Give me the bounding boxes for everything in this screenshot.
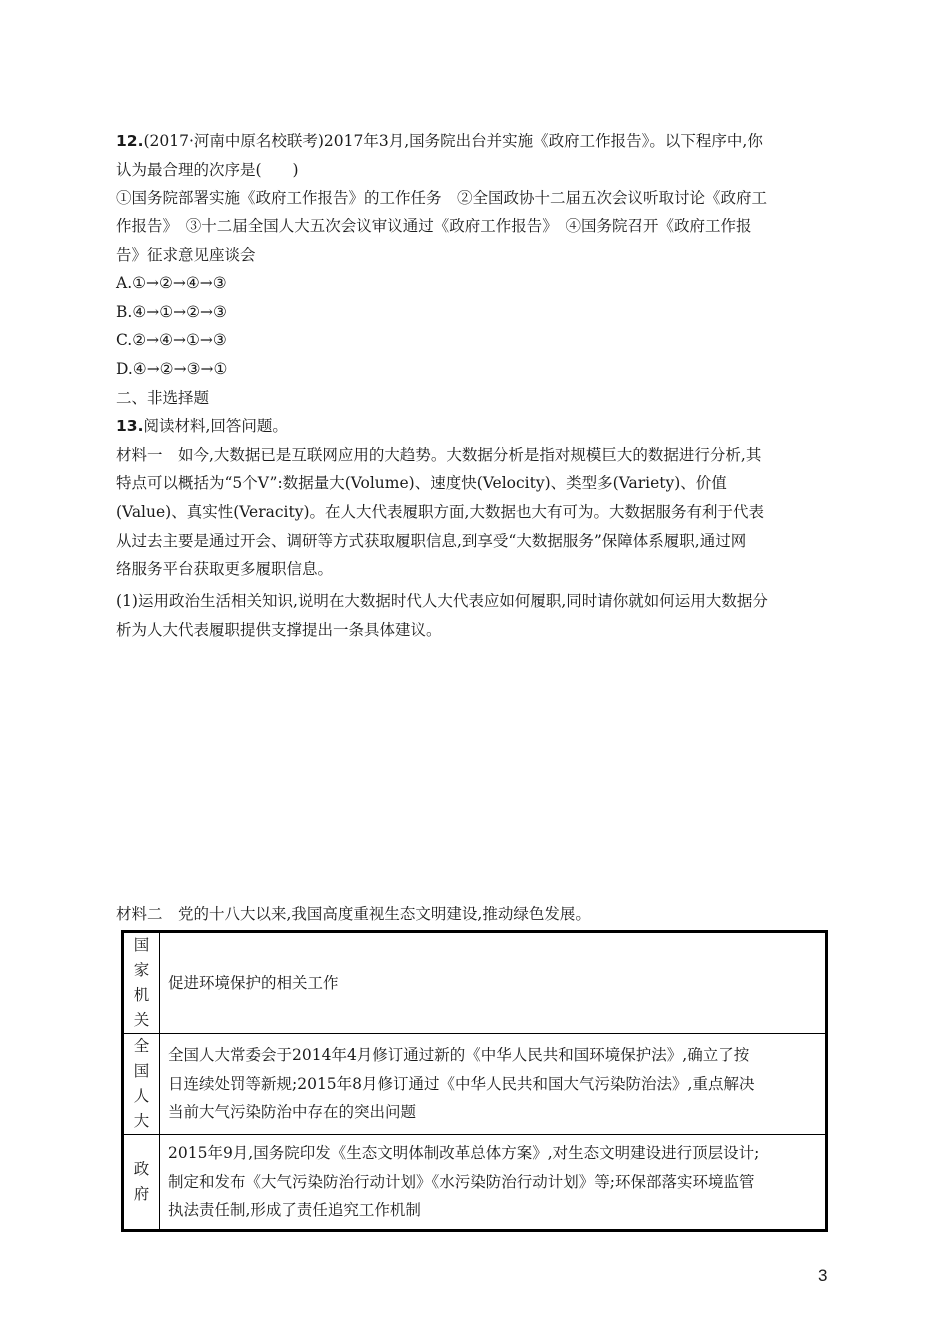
table-row xyxy=(123,1034,827,1135)
question-12-line-5: 告》征求意见座谈会 xyxy=(116,246,256,264)
table-row xyxy=(123,1135,827,1231)
table-cell-line: 执法责任制,形成了责任追究工作机制 xyxy=(168,1201,421,1219)
material-1-line-4: 从过去主要是通过开会、调研等方式获取履职信息,到享受“大数据服务”保障体系履职,通过网 xyxy=(116,532,747,550)
page-number: 3 xyxy=(818,1266,828,1285)
question-12-line-3: ①国务院部署实施《政府工作报告》的工作任务 ②全国政协十二届五次会议听取讨论《政府工 xyxy=(116,189,768,207)
table-cell-line: 全国人大常委会于2014年4月修订通过新的《中华人民共和国环境保护法》,确立了按 xyxy=(168,1046,750,1065)
table-cell-line: 2015年9月,国务院印发《生态文明体制改革总体方案》,对生态文明建设进行顶层设计; xyxy=(168,1144,760,1162)
material-1-line-2: 特点可以概括为“5个V”:数据量大(Volume)、速度快(Velocity)、类型多(Variety)、价值 xyxy=(116,474,727,492)
question-13-intro: 13.阅读材料,回答问题。 xyxy=(116,417,288,435)
question-12-number: 12. xyxy=(116,132,144,150)
option-a: A.①→②→④→③ xyxy=(116,274,227,292)
table-header-work: 促进环境保护的相关工作 xyxy=(160,932,827,1034)
question-12-line-1: 12.(2017·河南中原名校联考)2017年3月,国务院出台并实施《政府工作报告》。以下程序中,你 xyxy=(116,132,763,150)
table-cell-work xyxy=(160,1135,827,1231)
material-1-line-3: (Value)、真实性(Veracity)。在人大代表履职方面,大数据也大有可为。大数据服务有利于代表 xyxy=(116,503,764,521)
material-1-line-1: 材料一 如今,大数据已是互联网应用的大趋势。大数据分析是指对规模巨大的数据进行分析,其 xyxy=(116,446,762,464)
table-cell-line: 日连续处罚等新规;2015年8月修订通过《中华人民共和国大气污染防治法》,重点解决 xyxy=(168,1074,755,1093)
question-13-number: 13. xyxy=(116,417,144,435)
table-cell-organ: 全国人大 xyxy=(123,1034,160,1135)
option-b: B.④→①→②→③ xyxy=(116,303,227,321)
question-12-line-4: 作报告》 ③十二届全国人大五次会议审议通过《政府工作报告》 ④国务院召开《政府工作报 xyxy=(116,217,752,235)
material-1-line-5: 络服务平台获取更多履职信息。 xyxy=(116,560,334,578)
environment-work-table xyxy=(121,930,828,1232)
question-12-line-2: 认为最合理的次序是( ) xyxy=(116,161,299,179)
table-cell-line: 当前大气污染防治中存在的突出问题 xyxy=(168,1103,417,1122)
table-header-row xyxy=(123,932,827,1034)
material-2-intro: 材料二 党的十八大以来,我国高度重视生态文明建设,推动绿色发展。 xyxy=(116,905,591,923)
sub-question-1-line-1: (1)运用政治生活相关知识,说明在大数据时代人大代表应如何履职,同时请你就如何运用大数据分 xyxy=(116,592,768,610)
table-header-organ: 国家机关 xyxy=(123,932,160,1034)
section-heading: 二、非选择题 xyxy=(116,389,210,407)
table-cell-line: 制定和发布《大气污染防治行动计划》《水污染防治行动计划》等;环保部落实环境监管 xyxy=(168,1172,755,1191)
table-cell-organ: 政府 xyxy=(123,1135,160,1231)
table-cell-work xyxy=(160,1034,827,1135)
sub-question-1-line-2: 析为人大代表履职提供支撑提出一条具体建议。 xyxy=(116,621,442,639)
option-c: C.②→④→①→③ xyxy=(116,331,227,349)
option-d: D.④→②→③→① xyxy=(116,360,228,378)
